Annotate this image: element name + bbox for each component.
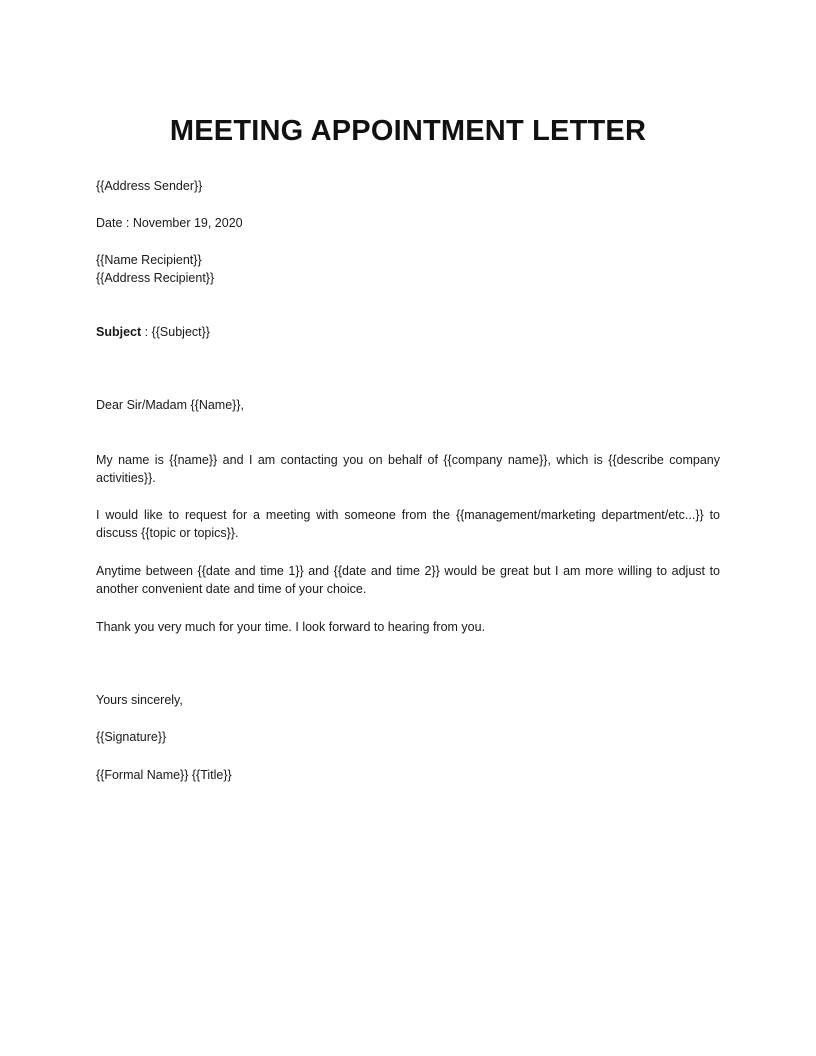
date-line: Date : November 19, 2020 <box>96 216 243 230</box>
recipient-address: {{Address Recipient}} <box>96 271 215 285</box>
body-paragraph-thanks: Thank you very much for your time. I look forward to hearing from you. <box>96 620 486 634</box>
closing: Yours sincerely, <box>96 693 183 707</box>
sender-address: {{Address Sender}} <box>96 179 203 193</box>
body-paragraph-availability: Anytime between {{date and time 1}} and {{date and time 2}} would be great but I am more willing to adjust to another convenient date and time of your choice. <box>96 564 720 596</box>
subject-line <box>96 323 720 341</box>
letter-title: MEETING APPOINTMENT LETTER <box>169 115 647 147</box>
formal-name-title: {{Formal Name}} {{Title}} <box>96 768 232 782</box>
body-paragraph-intro: My name is {{name}} and I am contacting you on behalf of {{company name}}, which is {{describe company activities}}. <box>96 453 720 485</box>
signature: {{Signature}} <box>96 730 167 744</box>
subject-value: : {{Subject}} <box>141 325 210 339</box>
subject-label: Subject <box>96 325 142 339</box>
recipient-name: {{Name Recipient}} <box>96 253 202 267</box>
salutation: Dear Sir/Madam {{Name}}, <box>96 398 244 412</box>
body-paragraph-request: I would like to request for a meeting with someone from the {{management/marketing department/etc...}} to discuss {{topic or topics}}. <box>96 508 720 540</box>
